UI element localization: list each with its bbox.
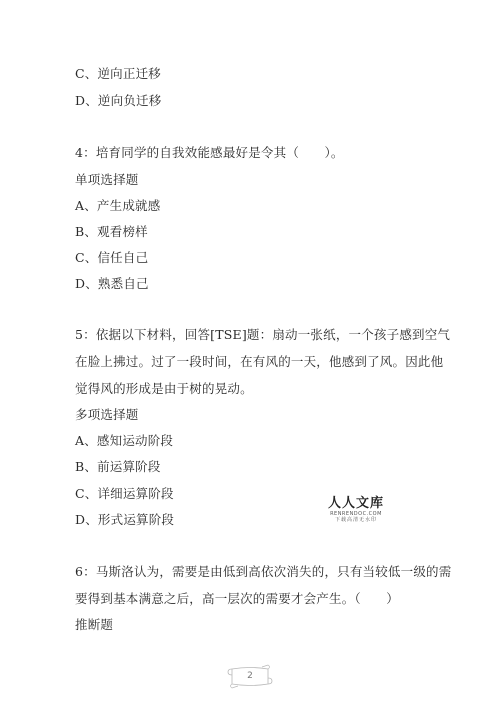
question-4-stem: 4：培育同学的自我效能感最好是令其（ ）。 [75,145,344,160]
question-5-option-a: A、感知运动阶段 [75,433,174,448]
question-5-option-d: D、形式运算阶段 [75,512,175,527]
question-6-stem-line-1: 6：马斯洛认为，需要是由低到高依次消失的，只有当较低一级的需 [75,564,452,579]
question-4-option-d: D、熟悉自己 [75,276,149,291]
watermark-logo-url: RENRENDOC.COM [330,511,382,517]
question-4-option-a: A、产生成就感 [75,198,161,213]
question-5-option-b: B、前运算阶段 [75,459,161,474]
watermark-logo-tagline: 下载高清无水印 [334,517,377,523]
question-5-option-c: C、详细运算阶段 [75,486,174,501]
question-6-type: 推断题 [75,617,114,632]
question-4-type: 单项选择题 [75,172,139,187]
question-4-option-c: C、信任自己 [75,250,149,265]
text-line-option-c: C、逆向正迁移 [75,66,161,81]
question-5-stem-line-3: 觉得风的形成是由于树的晃动。 [75,381,253,396]
question-5-type: 多项选择题 [75,407,139,422]
question-6-stem-line-2: 要得到基本满意之后，高一层次的需要才会产生。（ ） [75,591,399,606]
watermark-logo [323,496,389,528]
question-5-stem-line-1: 5：依据以下材料，回答[TSE]题：扇动一张纸，一个孩子感到空气 [75,327,451,342]
question-4-option-b: B、观看榜样 [75,224,148,239]
watermark-logo-main: 人人文库 [327,496,384,511]
page-number: 2 [247,671,253,681]
question-5-stem-line-2: 在脸上拂过。过了一段时间，在有风的一天，他感到了风。因此他 [75,354,444,369]
text-line-option-d: D、逆向负迁移 [75,93,162,108]
